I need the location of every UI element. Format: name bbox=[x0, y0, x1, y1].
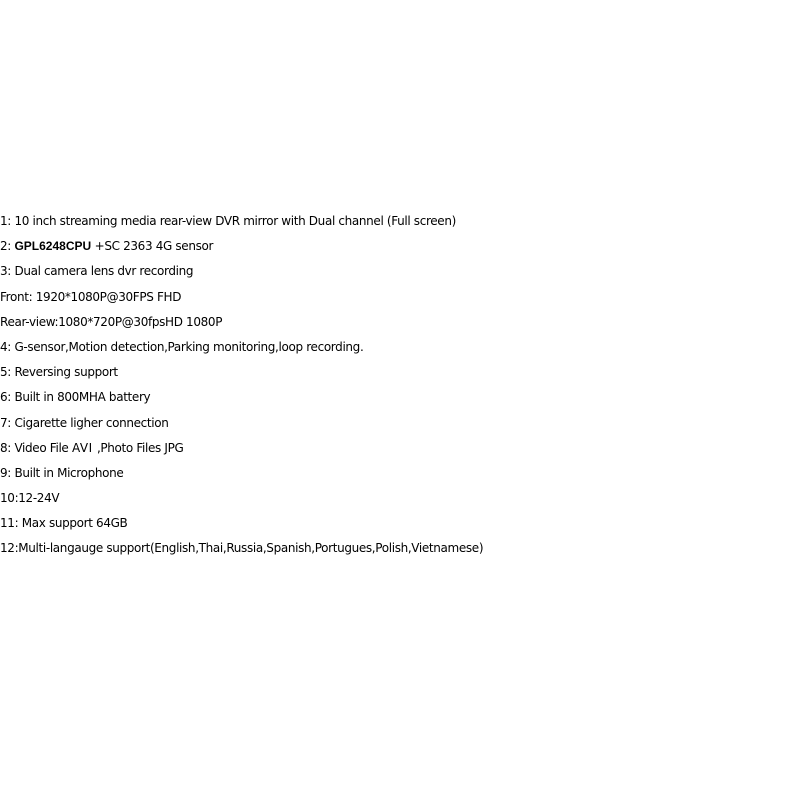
spec-line-2-suffix: +SC 2363 4G sensor bbox=[91, 239, 214, 254]
spec-line-3: 3: Dual camera lens dvr recording bbox=[0, 264, 194, 279]
spec-line-12: 12:Multi-langauge support(English,Thai,Russia,Spanish,Portugues,Polish,Vietnamese) bbox=[0, 541, 484, 556]
video-format: AVI bbox=[71, 440, 97, 455]
spec-line-10: 10:12-24V bbox=[0, 491, 60, 506]
spec-line-8-prefix: 8: Video File bbox=[0, 440, 72, 455]
spec-list bbox=[0, 209, 800, 562]
spec-line-11: 11: Max support 64GB bbox=[0, 516, 128, 531]
spec-line-9: 9: Built in Microphone bbox=[0, 465, 124, 480]
spec-line-4: 4: G-sensor,Motion detection,Parking monitoring,loop recording. bbox=[0, 339, 364, 354]
spec-line-1: 1: 10 inch streaming media rear-view DVR mirror with Dual channel (Full screen) bbox=[0, 214, 456, 228]
spec-line-2 bbox=[0, 234, 800, 259]
spec-line-7: 7: Cigarette ligher connection bbox=[0, 415, 169, 430]
chip-model: GPL6248CPU bbox=[14, 239, 92, 254]
spec-line-rear: Rear-view:1080*720P@30fpsHD 1080P bbox=[0, 314, 223, 329]
spec-line-8-suffix: ,Photo Files JPG bbox=[96, 440, 184, 455]
spec-line-5: 5: Reversing support bbox=[0, 365, 118, 380]
spec-line-8 bbox=[0, 436, 800, 461]
spec-line-front: Front: 1920*1080P@30FPS FHD bbox=[0, 289, 182, 304]
spec-line-6: 6: Built in 800MHA battery bbox=[0, 390, 151, 405]
spec-line-2-prefix: 2: bbox=[0, 239, 15, 254]
